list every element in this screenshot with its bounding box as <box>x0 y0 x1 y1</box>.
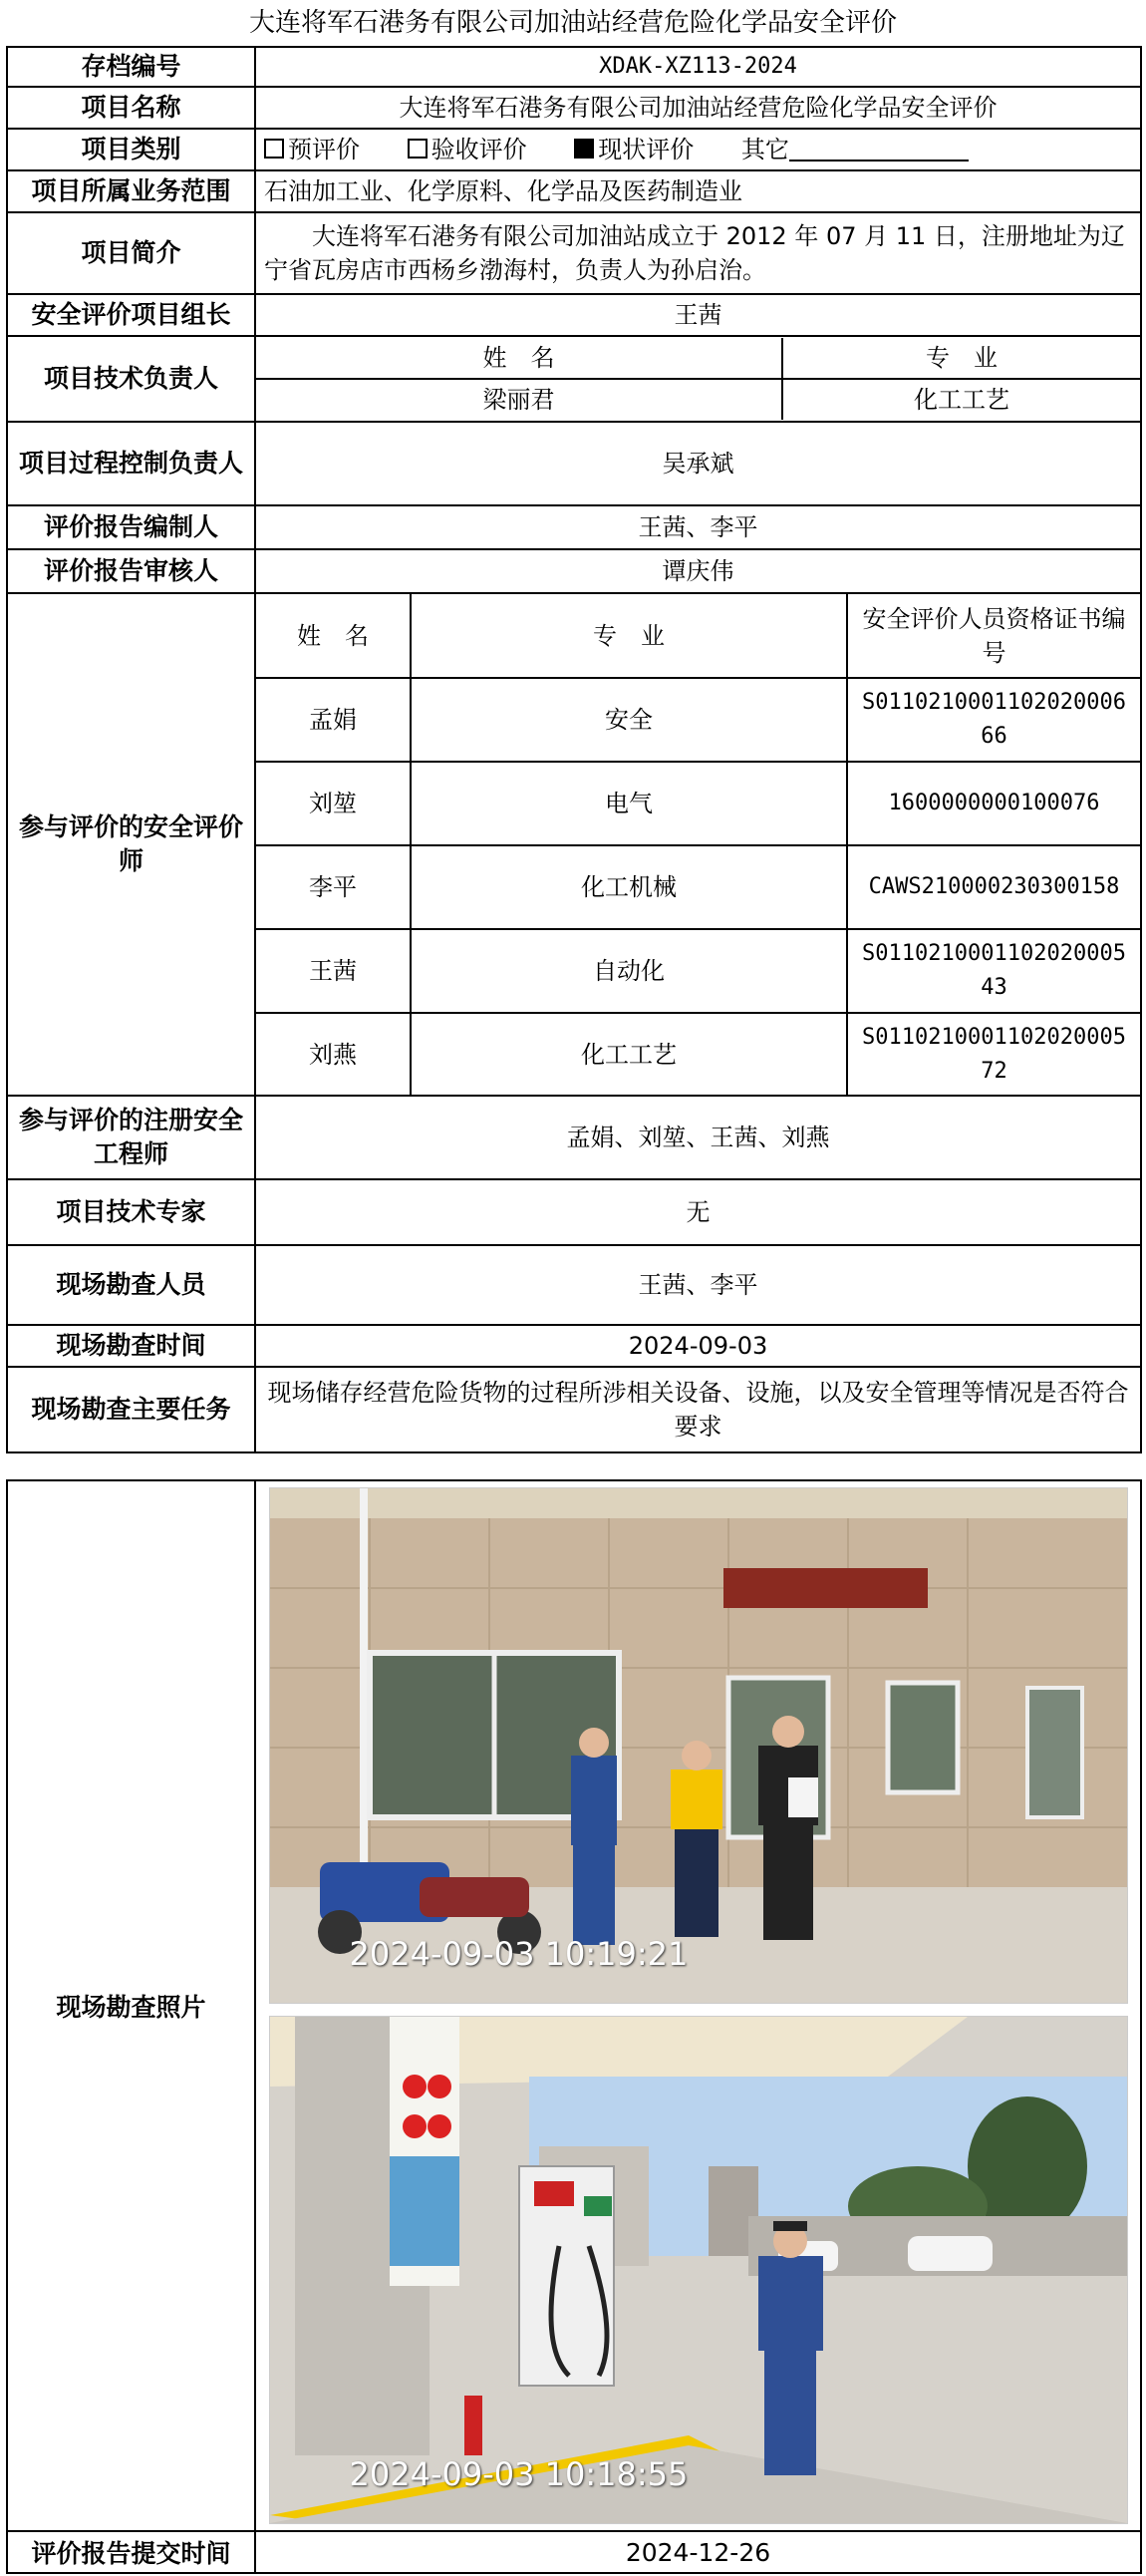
tech-lead-cell <box>255 336 1141 422</box>
evaluator-major: 自动化 <box>411 929 847 1013</box>
site-photo-pump-image <box>270 2017 1127 2523</box>
archive-no-value: XDAK-XZ113-2024 <box>255 47 1141 87</box>
site-task-label: 现场勘查主要任务 <box>7 1367 255 1452</box>
photo-timestamp: 2024-09-03 10:18:55 <box>349 2455 689 2493</box>
team-leader-value: 王茜 <box>255 294 1141 336</box>
option-label: 预评价 <box>288 136 360 163</box>
evaluator-row <box>256 845 1140 929</box>
evaluator-row <box>256 1013 1140 1095</box>
evaluators-cell <box>255 593 1141 1096</box>
evaluator-cert: CAWS210000230300158 <box>847 845 1140 929</box>
evaluator-cert: 1600000000100076 <box>847 762 1140 845</box>
evaluators-label: 参与评价的安全评价师 <box>7 593 255 1096</box>
site-date-label: 现场勘查时间 <box>7 1325 255 1367</box>
option-label: 验收评价 <box>430 136 527 163</box>
tech-lead-label: 项目技术负责人 <box>7 336 255 422</box>
site-date-value: 2024-09-03 <box>255 1325 1141 1367</box>
tech-expert-value: 无 <box>255 1179 1141 1245</box>
team-leader-label: 安全评价项目组长 <box>7 294 255 336</box>
evaluators-table <box>256 594 1140 1095</box>
evaluator-cert: S011021000110202000666 <box>847 678 1140 762</box>
evaluators-header-name: 姓 名 <box>256 594 411 678</box>
project-type-label: 项目类别 <box>7 129 255 170</box>
option-label: 现状评价 <box>598 136 695 163</box>
submit-date-label: 评价报告提交时间 <box>7 2531 255 2573</box>
evaluators-header-cert: 安全评价人员资格证书编号 <box>847 594 1140 678</box>
evaluator-cert: S011021000110202000572 <box>847 1013 1140 1095</box>
blank-line <box>789 138 969 161</box>
site-photo-pump <box>269 2016 1128 2524</box>
evaluator-name: 孟娟 <box>256 678 411 762</box>
compiler-label: 评价报告编制人 <box>7 505 255 549</box>
process-ctrl-label: 项目过程控制负责人 <box>7 422 255 505</box>
option-status-eval <box>574 133 694 166</box>
document-title: 大连将军石港务有限公司加油站经营危险化学品安全评价 <box>248 8 897 38</box>
tech-lead-name: 梁丽君 <box>256 379 782 420</box>
project-name-value: 大连将军石港务有限公司加油站经营危险化学品安全评价 <box>255 87 1141 129</box>
compiler-value: 王茜、李平 <box>255 505 1141 549</box>
evaluator-name: 王茜 <box>256 929 411 1013</box>
evaluator-row <box>256 929 1140 1013</box>
checkbox-icon <box>408 139 428 159</box>
tech-lead-table <box>256 338 1140 420</box>
evaluator-name: 刘燕 <box>256 1013 411 1095</box>
reg-engineers-value: 孟娟、刘堃、王茜、刘燕 <box>255 1096 1141 1179</box>
intro-value: 大连将军石港务有限公司加油站成立于 2012 年 07 月 11 日，注册地址为辽宁省瓦房店市西杨乡渤海村，负责人为孙启治。 <box>255 212 1141 294</box>
tech-lead-header-name: 姓 名 <box>256 338 782 379</box>
site-photos-cell <box>255 1480 1141 2531</box>
reviewer-value: 谭庆伟 <box>255 549 1141 593</box>
site-photo-building <box>269 1487 1128 2004</box>
business-scope-label: 项目所属业务范围 <box>7 170 255 212</box>
intro-label: 项目简介 <box>7 212 255 294</box>
project-type-options <box>255 129 1141 170</box>
option-acceptance-eval <box>408 133 527 166</box>
evaluator-major: 电气 <box>411 762 847 845</box>
evaluator-name: 李平 <box>256 845 411 929</box>
evaluator-cert: S011021000110202000543 <box>847 929 1140 1013</box>
site-photo-building-image <box>270 1488 1127 2003</box>
option-other <box>741 136 969 163</box>
photos-table <box>6 1479 1142 2574</box>
evaluators-header-major: 专 业 <box>411 594 847 678</box>
evaluator-name: 刘堃 <box>256 762 411 845</box>
option-pre-eval <box>264 133 360 166</box>
tech-lead-header-major: 专 业 <box>782 338 1140 379</box>
tech-expert-label: 项目技术专家 <box>7 1179 255 1245</box>
process-ctrl-value: 吴承斌 <box>255 422 1141 505</box>
business-scope-value: 石油加工业、化学原料、化学品及医药制造业 <box>255 170 1141 212</box>
evaluator-major: 化工机械 <box>411 845 847 929</box>
project-name-label: 项目名称 <box>7 87 255 129</box>
evaluator-major: 安全 <box>411 678 847 762</box>
site-staff-value: 王茜、李平 <box>255 1245 1141 1325</box>
reviewer-label: 评价报告审核人 <box>7 549 255 593</box>
checkbox-icon <box>264 139 284 159</box>
reg-engineers-label: 参与评价的注册安全工程师 <box>7 1096 255 1179</box>
site-photos-label: 现场勘查照片 <box>7 1480 255 2531</box>
archive-no-label: 存档编号 <box>7 47 255 87</box>
option-label: 其它 <box>740 136 789 163</box>
tech-lead-major: 化工工艺 <box>782 379 1140 420</box>
submit-date-value: 2024-12-26 <box>255 2531 1141 2573</box>
photo-timestamp: 2024-09-03 10:19:21 <box>349 1935 689 1973</box>
site-task-value: 现场储存经营危险货物的过程所涉相关设备、设施，以及安全管理等情况是否符合要求 <box>255 1367 1141 1452</box>
checked-checkbox-icon <box>574 139 594 159</box>
info-table <box>6 46 1142 1453</box>
site-staff-label: 现场勘查人员 <box>7 1245 255 1325</box>
evaluator-row <box>256 678 1140 762</box>
evaluator-row <box>256 762 1140 845</box>
evaluator-major: 化工工艺 <box>411 1013 847 1095</box>
